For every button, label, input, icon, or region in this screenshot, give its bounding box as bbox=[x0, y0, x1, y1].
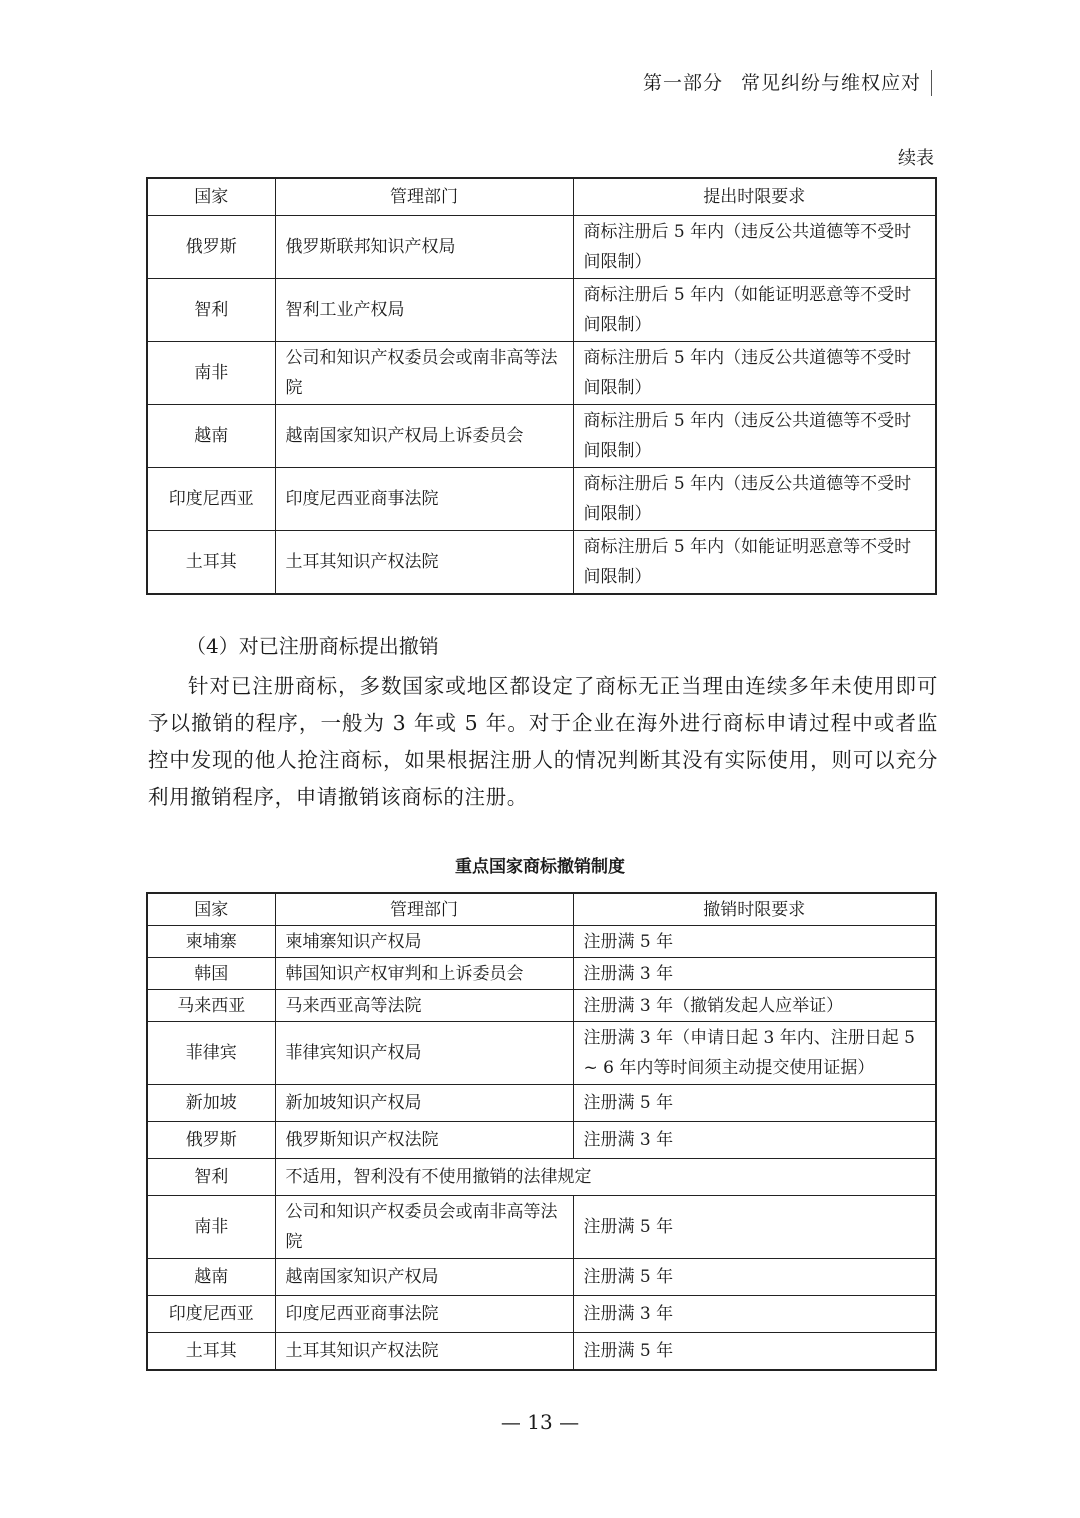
cell-authority: 土耳其知识产权法院 bbox=[275, 531, 573, 595]
cell-authority: 菲律宾知识产权局 bbox=[275, 1022, 573, 1085]
cell-deadline: 注册满 3 年 bbox=[573, 958, 936, 990]
table-filing-deadlines bbox=[146, 177, 937, 595]
cell-country: 南非 bbox=[147, 1196, 275, 1259]
cell-country: 智利 bbox=[147, 1159, 275, 1196]
table-row bbox=[147, 1085, 936, 1122]
table-row bbox=[147, 990, 936, 1022]
table-header-row bbox=[147, 178, 936, 216]
cell-deadline: 注册满 5 年 bbox=[573, 1259, 936, 1296]
cell-deadline: 注册满 5 年 bbox=[573, 926, 936, 958]
table-row bbox=[147, 926, 936, 958]
table-row bbox=[147, 468, 936, 531]
cell-country: 印度尼西亚 bbox=[147, 468, 275, 531]
running-head bbox=[643, 70, 932, 96]
running-head-part: 第一部分 bbox=[642, 72, 723, 94]
cell-authority: 土耳其知识产权法院 bbox=[275, 1333, 573, 1371]
cell-country: 马来西亚 bbox=[147, 990, 275, 1022]
cell-deadline: 注册满 5 年 bbox=[573, 1196, 936, 1259]
header-authority: 管理部门 bbox=[275, 178, 573, 216]
cell-country: 柬埔寨 bbox=[147, 926, 275, 958]
cell-country: 土耳其 bbox=[147, 531, 275, 595]
cell-authority: 马来西亚高等法院 bbox=[275, 990, 573, 1022]
table-row bbox=[147, 1333, 936, 1371]
cell-deadline: 商标注册后 5 年内（违反公共道德等不受时间限制） bbox=[573, 405, 936, 468]
cell-country: 越南 bbox=[147, 405, 275, 468]
page-number: — 13 — bbox=[500, 1410, 580, 1434]
table-caption: 重点国家商标撤销制度 bbox=[455, 857, 625, 877]
cell-authority: 公司和知识产权委员会或南非高等法院 bbox=[275, 342, 573, 405]
cell-country: 新加坡 bbox=[147, 1085, 275, 1122]
cell-authority: 新加坡知识产权局 bbox=[275, 1085, 573, 1122]
table-cancellation-systems bbox=[146, 892, 937, 1371]
cell-country: 南非 bbox=[147, 342, 275, 405]
cell-country: 俄罗斯 bbox=[147, 1122, 275, 1159]
cell-deadline: 商标注册后 5 年内（违反公共道德等不受时间限制） bbox=[573, 216, 936, 279]
cell-deadline: 注册满 3 年（申请日起 3 年内、注册日起 5 ~ 6 年内等时间须主动提交使用证据） bbox=[573, 1022, 936, 1085]
cell-deadline: 注册满 3 年 bbox=[573, 1296, 936, 1333]
header-country: 国家 bbox=[147, 893, 275, 926]
cell-authority: 韩国知识产权审判和上诉委员会 bbox=[275, 958, 573, 990]
cell-country: 韩国 bbox=[147, 958, 275, 990]
table-row bbox=[147, 1159, 936, 1196]
cell-authority: 智利工业产权局 bbox=[275, 279, 573, 342]
cell-country: 越南 bbox=[147, 1259, 275, 1296]
cell-authority: 印度尼西亚商事法院 bbox=[275, 1296, 573, 1333]
cell-authority: 俄罗斯联邦知识产权局 bbox=[275, 216, 573, 279]
cell-country: 俄罗斯 bbox=[147, 216, 275, 279]
header-deadline: 提出时限要求 bbox=[573, 178, 936, 216]
table-row bbox=[147, 342, 936, 405]
table-row bbox=[147, 1259, 936, 1296]
table-row bbox=[147, 1122, 936, 1159]
running-head-title: 常见纠纷与维权应对 bbox=[740, 72, 921, 94]
table-row bbox=[147, 216, 936, 279]
body-paragraph: 针对已注册商标，多数国家或地区都设定了商标无正当理由连续多年未使用即可予以撤销的程序，一般为 3 年或 5 年。对于企业在海外进行商标申请过程中或者监控中发现的他人抢注商标，如果根据注册人的情况判断其没有实际使用，则可以充分利用撤销程序，申请撤销该商标的注册。 bbox=[148, 674, 938, 809]
table-row bbox=[147, 531, 936, 595]
table-row bbox=[147, 279, 936, 342]
table-row bbox=[147, 1296, 936, 1333]
cell-country: 土耳其 bbox=[147, 1333, 275, 1371]
header-deadline: 撤销时限要求 bbox=[573, 893, 936, 926]
cell-country: 印度尼西亚 bbox=[147, 1296, 275, 1333]
cell-country: 菲律宾 bbox=[147, 1022, 275, 1085]
table-row bbox=[147, 1022, 936, 1085]
cell-deadline: 商标注册后 5 年内（如能证明恶意等不受时间限制） bbox=[573, 531, 936, 595]
cell-deadline: 商标注册后 5 年内（违反公共道德等不受时间限制） bbox=[573, 468, 936, 531]
cell-authority: 公司和知识产权委员会或南非高等法院 bbox=[275, 1196, 573, 1259]
cell-deadline: 商标注册后 5 年内（如能证明恶意等不受时间限制） bbox=[573, 279, 936, 342]
cell-authority-merged: 不适用，智利没有不使用撤销的法律规定 bbox=[275, 1159, 936, 1196]
header-authority: 管理部门 bbox=[275, 893, 573, 926]
continued-label: 续表 bbox=[898, 148, 934, 169]
section-heading: （4）对已注册商标提出撤销 bbox=[186, 634, 439, 658]
cell-deadline: 注册满 5 年 bbox=[573, 1333, 936, 1371]
cell-country: 智利 bbox=[147, 279, 275, 342]
cell-deadline: 注册满 5 年 bbox=[573, 1085, 936, 1122]
cell-deadline: 注册满 3 年 bbox=[573, 1122, 936, 1159]
cell-authority: 越南国家知识产权局上诉委员会 bbox=[275, 405, 573, 468]
cell-authority: 俄罗斯知识产权法院 bbox=[275, 1122, 573, 1159]
table-row bbox=[147, 1196, 936, 1259]
table-header-row bbox=[147, 893, 936, 926]
cell-authority: 印度尼西亚商事法院 bbox=[275, 468, 573, 531]
cell-authority: 越南国家知识产权局 bbox=[275, 1259, 573, 1296]
table-row bbox=[147, 405, 936, 468]
header-country: 国家 bbox=[147, 178, 275, 216]
table-row bbox=[147, 958, 936, 990]
cell-deadline: 注册满 3 年（撤销发起人应举证） bbox=[573, 990, 936, 1022]
cell-deadline: 商标注册后 5 年内（违反公共道德等不受时间限制） bbox=[573, 342, 936, 405]
cell-authority: 柬埔寨知识产权局 bbox=[275, 926, 573, 958]
